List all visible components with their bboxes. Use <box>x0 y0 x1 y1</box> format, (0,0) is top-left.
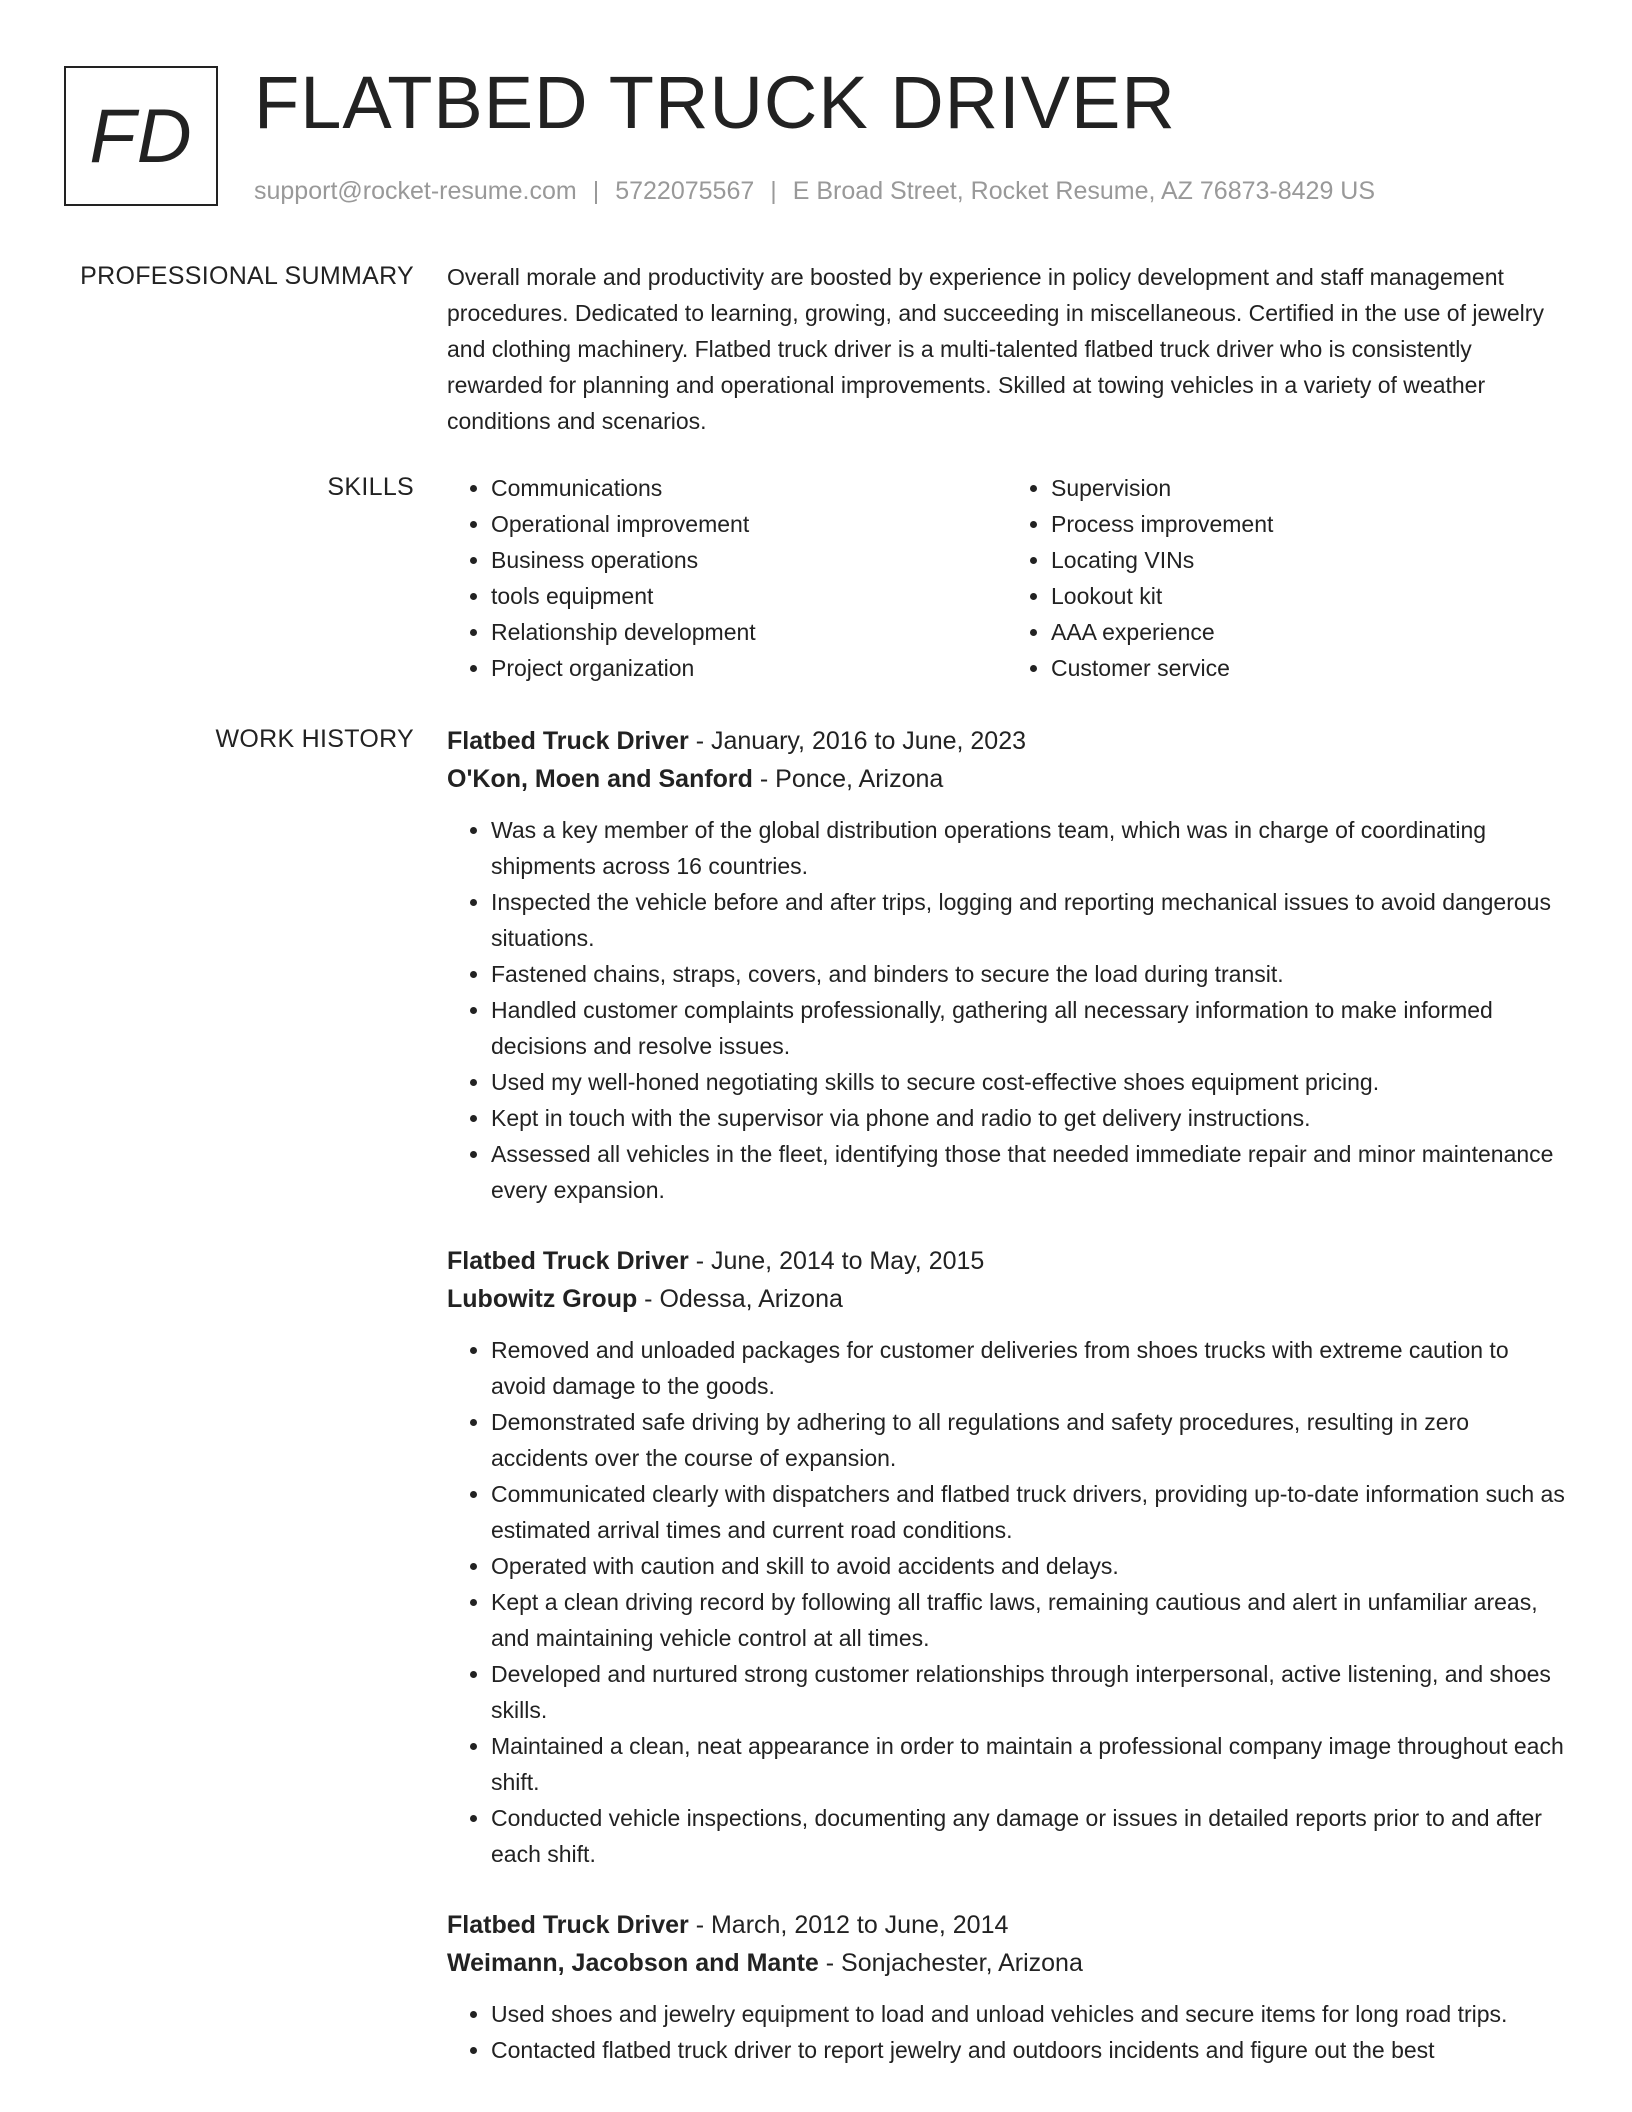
contact-phone[interactable]: 5722075567 <box>615 177 755 205</box>
job-company-line <box>447 760 1567 798</box>
job-title: Flatbed Truck Driver <box>447 1247 689 1275</box>
job-bullet: • Used my well-honed negotiating skills to secure cost-effective shoes equipment pricing. <box>491 1064 1567 1100</box>
summary-heading: PROFESSIONAL SUMMARY <box>80 262 414 290</box>
skill-item: • Locating VINs <box>1051 542 1567 578</box>
job-bullet: • Communicated clearly with dispatchers and flatbed truck drivers, providing up-to-date information such as estimated arrival times and current road conditions. <box>491 1476 1567 1548</box>
contact-address: E Broad Street, Rocket Resume, AZ 76873-8429 US <box>792 177 1376 205</box>
job-dates: - June, 2014 to May, 2015 <box>688 1247 985 1275</box>
contact-line <box>254 174 1375 208</box>
monogram-initials: FD <box>64 66 218 206</box>
skill-item: • Customer service <box>1051 650 1567 686</box>
job-company-line <box>447 1944 1567 1982</box>
skill-item: • Lookout kit <box>1051 578 1567 614</box>
job-bullet: • Contacted flatbed truck driver to report jewelry and outdoors incidents and figure out the best <box>491 2032 1567 2068</box>
job-location: - Ponce, Arizona <box>752 765 944 793</box>
job-bullet: • Conducted vehicle inspections, documenting any damage or issues in detailed reports prior to and after each shift. <box>491 1800 1567 1872</box>
job-bullet: • Operated with caution and skill to avoid accidents and delays. <box>491 1548 1567 1584</box>
contact-separator: | <box>770 177 777 205</box>
skill-item: • tools equipment <box>491 578 1007 614</box>
job-bullet: • Was a key member of the global distribution operations team, which was in charge of coordinating shipments across 16 countries. <box>491 812 1567 884</box>
skills-right-column <box>1007 470 1567 686</box>
job-bullet: • Removed and unloaded packages for customer deliveries from shoes trucks with extreme caution to avoid damage to the goods. <box>491 1332 1567 1404</box>
summary-text: Overall morale and productivity are boosted by experience in policy development and staff management procedures. Dedicated to learning, growing, and succeeding in miscellaneous. Certified in the use of jewelry and clothing machinery. Flatbed truck driver is a multi-talented flatbed truck driver who is consistently rewarded for planning and operational improvements. Skilled at towing vehicles in a variety of weather conditions and scenarios. <box>447 264 1544 434</box>
job-title-line <box>447 1906 1567 1944</box>
job-dates: - March, 2012 to June, 2014 <box>688 1911 1009 1939</box>
skill-item: • Project organization <box>491 650 1007 686</box>
job-company-line <box>447 1280 1567 1318</box>
job-title: Flatbed Truck Driver <box>447 727 689 755</box>
job-location: - Sonjachester, Arizona <box>818 1949 1083 1977</box>
job-bullet: • Demonstrated safe driving by adhering to all regulations and safety procedures, resulting in zero accidents over the course of expansion. <box>491 1404 1567 1476</box>
job-bullet: • Maintained a clean, neat appearance in order to maintain a professional company image throughout each shift. <box>491 1728 1567 1800</box>
skills-left-column <box>447 470 1007 686</box>
skill-item: • AAA experience <box>1051 614 1567 650</box>
job-bullet: • Used shoes and jewelry equipment to load and unload vehicles and secure items for long road trips. <box>491 1996 1567 2032</box>
skill-item: • Relationship development <box>491 614 1007 650</box>
job-title: Flatbed Truck Driver <box>447 1911 689 1939</box>
job-bullet: • Kept a clean driving record by following all traffic laws, remaining cautious and alert in unfamiliar areas, and maintaining vehicle control at all times. <box>491 1584 1567 1656</box>
job-bullets <box>447 1332 1567 1872</box>
job-company: Weimann, Jacobson and Mante <box>447 1949 819 1977</box>
job-bullets <box>447 812 1567 1208</box>
job-company: O'Kon, Moen and Sanford <box>447 765 753 793</box>
job-bullet: • Assessed all vehicles in the fleet, identifying those that needed immediate repair and minor maintenance every expansion. <box>491 1136 1567 1208</box>
job-entry <box>447 1906 1567 2068</box>
skill-item: • Business operations <box>491 542 1007 578</box>
job-company: Lubowitz Group <box>447 1285 638 1313</box>
job-bullet: • Kept in touch with the supervisor via phone and radio to get delivery instructions. <box>491 1100 1567 1136</box>
job-bullet: • Handled customer complaints professionally, gathering all necessary information to make informed decisions and resolve issues. <box>491 992 1567 1064</box>
skills-body <box>447 470 1567 686</box>
contact-email[interactable]: support@rocket-resume.com <box>254 177 577 205</box>
job-entry <box>447 1242 1567 1872</box>
job-bullet: • Developed and nurtured strong customer relationships through interpersonal, active listening, and shoes skills. <box>491 1656 1567 1728</box>
job-location: - Odessa, Arizona <box>637 1285 843 1313</box>
job-title-line <box>447 722 1567 760</box>
candidate-name: FLATBED TRUCK DRIVER <box>254 61 1176 144</box>
skill-item: • Process improvement <box>1051 506 1567 542</box>
skill-item: • Communications <box>491 470 1007 506</box>
skills-heading: SKILLS <box>327 473 414 501</box>
job-bullet: • Fastened chains, straps, covers, and binders to secure the load during transit. <box>491 956 1567 992</box>
work-history-body <box>447 722 1567 2102</box>
job-bullet: • Inspected the vehicle before and after trips, logging and reporting mechanical issues to avoid dangerous situations. <box>491 884 1567 956</box>
job-dates: - January, 2016 to June, 2023 <box>688 727 1027 755</box>
job-title-line <box>447 1242 1567 1280</box>
skill-item: • Operational improvement <box>491 506 1007 542</box>
summary-body <box>447 259 1567 439</box>
work-history-heading: WORK HISTORY <box>215 725 414 753</box>
contact-separator: | <box>592 177 600 205</box>
job-entry <box>447 722 1567 1208</box>
job-bullets <box>447 1996 1567 2068</box>
skill-item: • Supervision <box>1051 470 1567 506</box>
